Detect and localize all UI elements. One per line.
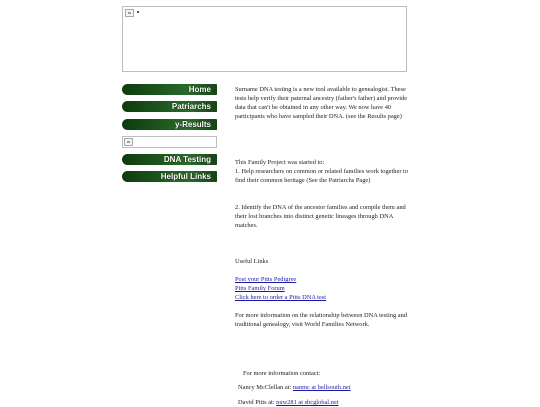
contact-name: David Pitts at: <box>238 399 277 406</box>
forum-link[interactable]: Pitts Family Forum <box>235 285 285 292</box>
project-goal-2: 2. Identify the DNA of the ancestor families and compile them and their lost branches into distinct genetic lineages through DNA matches. <box>235 204 406 229</box>
broken-image-icon <box>124 138 133 146</box>
more-info-paragraph: For more information on the relationship between DNA testing and traditional genealogy, visit World Families Network. <box>235 312 407 328</box>
contact-email-link[interactable]: nuw281 at sbcglobal.net <box>276 399 339 406</box>
project-goal-1: 1. Help researchers on common or related families work together to find their common heritage (See the Patriarchs Page) <box>235 168 409 184</box>
link-item <box>235 275 415 284</box>
nav-home-button[interactable]: Home <box>122 84 217 95</box>
nav-helpful-links-button[interactable]: Helpful Links <box>122 171 217 182</box>
project-goal-heading: This Family Project was started to: <box>235 159 325 166</box>
intro-paragraph: Surname DNA testing is a new tool available to genealogist. These tests help verify their paternal ancestry (father's father) and provide data that can't be obtained in any other way. We now have 40 participants who have sampled their DNA. (see the Results page) <box>235 86 408 120</box>
pedigree-link[interactable]: Post your Pitts Pedigree <box>235 276 297 283</box>
contact-line <box>238 398 418 407</box>
contact-heading: For more information contact: <box>243 370 321 377</box>
contact-email-link[interactable]: nanmc at bellsouth.net <box>292 384 351 391</box>
nav-dna-testing-button[interactable]: DNA Testing <box>122 154 217 165</box>
nav-patriarchs-button[interactable]: Patriarchs <box>122 101 217 112</box>
link-item <box>235 284 415 293</box>
link-item <box>235 293 415 302</box>
contact-name: Nancy McClellan at: <box>238 384 293 391</box>
order-dna-test-link[interactable]: Click here to order a Pitts DNA test <box>235 294 327 301</box>
broken-image-icon <box>125 9 134 17</box>
banner-image <box>122 6 407 72</box>
contact-line <box>238 383 418 392</box>
banner-marker <box>137 11 139 13</box>
nav-y-results-button[interactable]: y-Results <box>122 119 217 130</box>
useful-links-heading: Useful Links <box>235 258 269 265</box>
nav-image-placeholder <box>122 136 217 148</box>
